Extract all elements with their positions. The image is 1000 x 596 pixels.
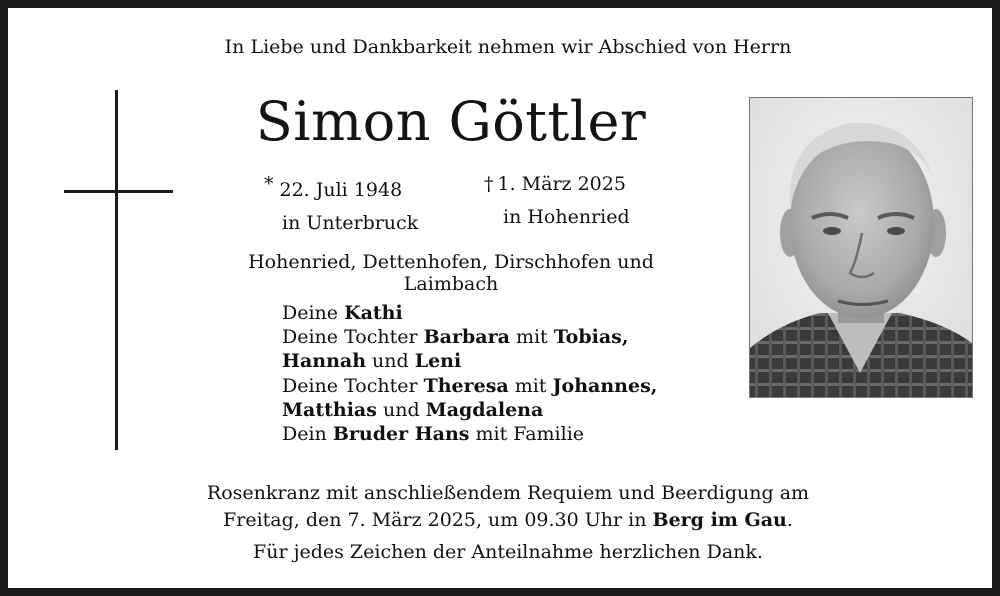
death-date: 1. März 2025 [497,173,626,195]
cross-icon [115,90,118,450]
bold-name: Hannah [282,350,367,373]
death-info [484,168,630,234]
bold-name: Johannes, [552,374,658,397]
family-line: Deine Tochter Theresa mit Johannes, [282,374,658,397]
intro-text: In Liebe und Dankbarkeit nehmen wir Abschied von Herrn [224,36,792,58]
birth-place: in Unterbruck [282,212,419,234]
bold-name: Magdalena [425,398,544,421]
death-place: in Hohenried [503,206,630,228]
places-text: Hohenried, Dettenhofen, Dirschhofen und Laimbach [248,251,654,295]
bold-name: Bruder Hans [332,423,470,446]
bold-name: Kathi [344,302,403,324]
portrait-photo [749,97,973,398]
family-line: Deine Kathi [282,302,403,324]
birth-info [264,168,418,240]
birth-date: 22. Juli 1948 [279,179,403,201]
family-line: Dein Bruder Hans mit Familie [282,423,585,446]
family-line: Deine Tochter Barbara mit Tobias, [282,326,629,349]
thanks-text: Für jedes Zeichen der Anteilnahme herzlichen Dank. [253,541,763,563]
funeral-info [8,480,1000,534]
birth-star-icon: * [264,173,274,195]
family-line: Matthias und Magdalena [282,398,544,421]
portrait-image [750,98,972,397]
bold-name: Leni [414,350,462,373]
bold-name: Theresa [423,374,509,397]
funeral-line-2: Freitag, den 7. März 2025, um 09.30 Uhr in Berg im Gau. [223,509,793,531]
death-dagger-icon: † [484,173,494,195]
bold-name: Berg im Gau [652,509,787,531]
deceased-name: Simon Göttler [255,90,647,153]
bold-name: Barbara [423,326,510,349]
family-line: Hannah und Leni [282,350,462,373]
funeral-line-1: Rosenkranz mit anschließendem Requiem und Beerdigung am [206,482,810,504]
cross-icon-bar [64,190,173,193]
bold-name: Tobias, [553,326,629,349]
bold-name: Matthias [282,398,377,421]
family-list [282,301,657,446]
